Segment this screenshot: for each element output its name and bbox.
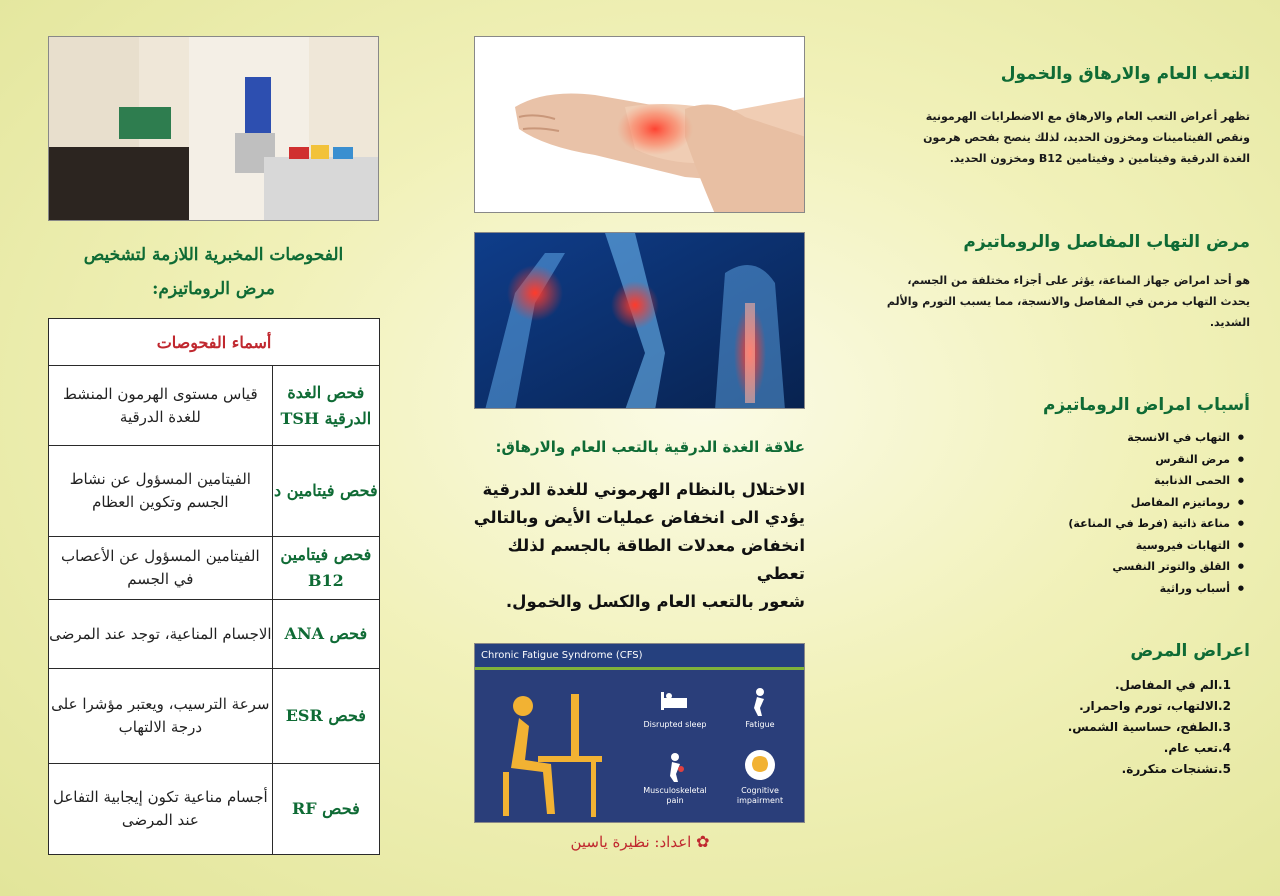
symptoms-list <box>870 675 1250 780</box>
test-description: الفيتامين المسؤول عن نشاط الجسم وتكوين العظام <box>49 446 273 537</box>
item-number: 3. <box>1218 720 1231 734</box>
list-item <box>870 738 1244 759</box>
list-item: ● التهابات فيروسية <box>870 535 1244 557</box>
table-row <box>49 537 380 600</box>
table-header: أسماء الفحوصات <box>49 319 380 366</box>
skeleton-pain-illustration <box>475 233 805 409</box>
fatigue-heading: التعب العام والارهاق والخمول <box>1000 64 1250 84</box>
joint-pain-photo <box>474 232 805 409</box>
cfs-label-pain: Musculoskeletal pain <box>643 786 707 805</box>
cfs-infographic <box>474 643 805 823</box>
test-description: سرعة الترسيب، ويعتبر مؤشرا على درجة الالتهاب <box>49 669 273 764</box>
rheumatism-heading: مرض التهاب المفاصل والروماتيزم <box>963 232 1250 252</box>
table-row <box>49 600 380 669</box>
item-text: تشنجات متكررة. <box>1121 762 1218 776</box>
wrist-pain-illustration <box>475 37 805 213</box>
lab-room-illustration <box>49 37 379 221</box>
item-number: 4. <box>1218 741 1231 755</box>
item-number: 5. <box>1218 762 1231 776</box>
item-text: تعب عام. <box>1163 741 1218 755</box>
test-description: الفيتامين المسؤول عن الأعصاب في الجسم <box>49 537 273 600</box>
fatigue-line: تظهر أعراض التعب العام والارهاق مع الاضطرابات الهرمونية <box>925 110 1250 123</box>
lab-tests-title-line: مرض الروماتيزم: <box>152 279 275 299</box>
rheumatism-paragraph <box>870 270 1250 333</box>
lab-room-photo <box>48 36 379 221</box>
test-name: فحص فيتامين B12 <box>272 537 379 600</box>
test-name: فحص فيتامين د <box>272 446 379 537</box>
thyroid-relation-title: علاقة الغدة الدرقية بالتعب العام والارهاق: <box>495 438 805 456</box>
thyroid-line: انخفاض معدلات الطاقة بالجسم لذلك تعطي <box>507 536 805 583</box>
brain-head-icon <box>720 748 800 782</box>
rheumatism-line: يحدث التهاب مزمن في المفاصل والانسجة، مما يسبب التورم والألم <box>886 295 1250 308</box>
right-column <box>870 64 1250 780</box>
desk-person-icon <box>483 676 608 821</box>
list-item: ● مناعة ذاتية (فرط في المناعة) <box>870 513 1244 535</box>
fatigue-line: ونقص الفيتامينات ومخزون الحديد، لذلك ينصح بفحص هرمون <box>923 131 1250 144</box>
thyroid-line: الاختلال بالنظام الهرموني للغدة الدرقية <box>482 480 805 499</box>
fatigue-paragraph <box>870 106 1250 169</box>
list-item: ● روماتيزم المفاصل <box>870 492 1244 514</box>
thyroid-line: شعور بالتعب العام والكسل والخمول. <box>505 592 805 611</box>
test-description: قياس مستوى الهرمون المنشط للغدة الدرقية <box>49 366 273 446</box>
wrist-pain-photo <box>474 36 805 213</box>
cfs-label-sleep: Disrupted sleep <box>643 720 707 729</box>
test-name: فحص RF <box>272 764 379 855</box>
pain-block <box>635 752 715 806</box>
test-description: الاجسام المناعية، توجد عند المرضى <box>49 600 273 669</box>
symptoms-heading: اعراض المرض <box>1130 641 1250 661</box>
lab-tests-table <box>48 318 380 855</box>
tired-person-icon <box>720 686 800 716</box>
author-credit <box>540 832 740 851</box>
bed-icon <box>635 686 715 716</box>
list-item <box>870 759 1244 780</box>
list-item: ● الحمى الذنابية <box>870 470 1244 492</box>
list-item <box>870 696 1244 717</box>
item-text: الم في المفاصل. <box>1114 678 1218 692</box>
table-row <box>49 764 380 855</box>
fatigue-block <box>720 686 800 730</box>
list-item: ● التهاب في الانسجة <box>870 427 1244 449</box>
list-item: ● القلق والتوتر النفسي <box>870 556 1244 578</box>
test-description: أجسام مناعية تكون إيجابية التفاعل عند المرضى <box>49 764 273 855</box>
sleep-block <box>635 686 715 730</box>
cfs-title: Chronic Fatigue Syndrome (CFS) <box>475 644 804 670</box>
rheumatism-line: الشديد. <box>1209 316 1250 329</box>
item-text: الالتهاب، تورم واحمرار. <box>1079 699 1218 713</box>
causes-list <box>870 427 1250 599</box>
cognitive-block <box>720 748 800 806</box>
causes-heading: أسباب امراض الروماتيزم <box>1042 395 1250 415</box>
list-item: ● مرض النقرس <box>870 449 1244 471</box>
table-row <box>49 446 380 537</box>
cfs-label-cognitive: Cognitive impairment <box>736 786 784 805</box>
table-header-row <box>49 319 380 366</box>
fatigue-line: الغدة الدرقية وفيتامين د وفيتامين B12 ومخزون الحديد. <box>949 152 1250 165</box>
lab-tests-title-line: الفحوصات المخبرية اللازمة لتشخيص <box>83 245 344 265</box>
cfs-label-fatigue: Fatigue <box>745 720 775 729</box>
item-text: الطفح، حساسية الشمس. <box>1067 720 1218 734</box>
rheumatism-line: هو أحد امراض جهاز المناعة، يؤثر على أجزاء مختلفة من الجسم، <box>907 274 1250 287</box>
test-name: فحص ESR <box>272 669 379 764</box>
list-item <box>870 675 1244 696</box>
item-number: 2. <box>1218 699 1231 713</box>
list-item <box>870 717 1244 738</box>
thyroid-relation-body <box>470 476 805 616</box>
list-item: ● أسباب وراثية <box>870 578 1244 600</box>
table-row <box>49 366 380 446</box>
back-pain-icon <box>635 752 715 782</box>
author-credit-text: اعداد: نظيرة ياسين <box>570 833 692 851</box>
item-number: 1. <box>1218 678 1231 692</box>
test-name: فحص الغدة الدرقية TSH <box>272 366 379 446</box>
test-name: فحص ANA <box>272 600 379 669</box>
flower-icon: ✿ <box>696 832 710 851</box>
table-row <box>49 669 380 764</box>
thyroid-line: يؤدي الى انخفاض عمليات الأيض وبالتالي <box>473 508 805 527</box>
lab-tests-title <box>48 238 379 306</box>
